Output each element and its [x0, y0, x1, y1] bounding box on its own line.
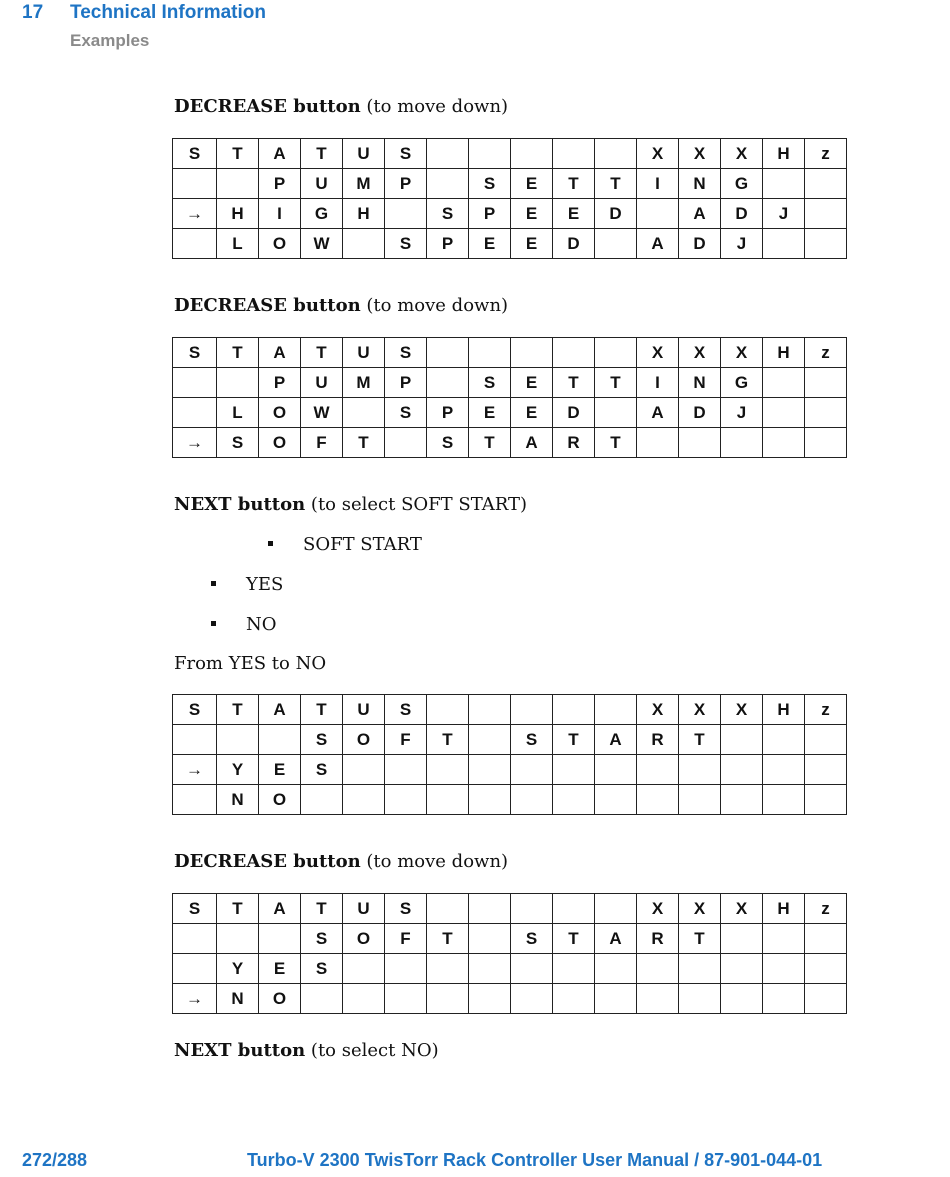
bullet-no: NO: [211, 614, 277, 635]
lcd-cell: →: [173, 984, 217, 1014]
lcd-cell: S: [385, 894, 427, 924]
lcd-cell: T: [343, 428, 385, 458]
lcd-cell: [763, 428, 805, 458]
lcd-cell: [805, 199, 847, 229]
lcd-cell: P: [385, 169, 427, 199]
lcd-cell: [511, 139, 553, 169]
lcd-cell: S: [173, 338, 217, 368]
lcd-cell: [173, 169, 217, 199]
lcd-cell: [721, 984, 763, 1014]
lcd-cell: S: [427, 428, 469, 458]
lcd-cell: N: [217, 785, 259, 815]
lcd-cell: S: [385, 695, 427, 725]
lcd-cell: [343, 755, 385, 785]
lcd-cell: T: [469, 428, 511, 458]
lcd-cell: [763, 229, 805, 259]
lcd-cell: [427, 755, 469, 785]
lcd-cell: →: [173, 755, 217, 785]
lcd-cell: [805, 785, 847, 815]
lcd-cell: G: [721, 169, 763, 199]
lcd-cell: P: [427, 398, 469, 428]
lcd-cell: D: [553, 398, 595, 428]
lcd-cell: T: [595, 428, 637, 458]
lcd-cell: [721, 785, 763, 815]
lcd-cell: F: [301, 428, 343, 458]
lcd-cell: H: [343, 199, 385, 229]
lcd-cell: X: [721, 338, 763, 368]
lcd-cell: [721, 725, 763, 755]
lcd-cell: P: [427, 229, 469, 259]
lcd-cell: [805, 924, 847, 954]
lcd-cell: A: [637, 398, 679, 428]
lcd-cell: Y: [217, 954, 259, 984]
lcd-cell: S: [301, 954, 343, 984]
lcd-cell: A: [595, 725, 637, 755]
lcd-row: [173, 755, 847, 785]
lcd-cell: X: [637, 139, 679, 169]
lcd-cell: R: [553, 428, 595, 458]
lcd-cell: [343, 984, 385, 1014]
lcd-cell: [763, 725, 805, 755]
lcd-cell: U: [343, 894, 385, 924]
lcd-cell: [173, 229, 217, 259]
lcd-cell: [595, 894, 637, 924]
lcd-cell: z: [805, 894, 847, 924]
lcd-cell: S: [469, 169, 511, 199]
lcd-cell: S: [173, 139, 217, 169]
lcd-cell: [343, 954, 385, 984]
lcd-cell: D: [721, 199, 763, 229]
lcd-cell: [721, 954, 763, 984]
lcd-cell: X: [679, 139, 721, 169]
lcd-cell: [763, 398, 805, 428]
lcd-cell: I: [637, 368, 679, 398]
lcd-cell: F: [385, 924, 427, 954]
lcd-cell: D: [553, 229, 595, 259]
lcd-cell: T: [427, 924, 469, 954]
lcd-cell: F: [385, 725, 427, 755]
lcd-row: [173, 169, 847, 199]
lcd-cell: T: [217, 894, 259, 924]
lcd-cell: [173, 398, 217, 428]
lcd-cell: [637, 984, 679, 1014]
lcd-cell: A: [637, 229, 679, 259]
lcd-cell: [595, 139, 637, 169]
caption-2: DECREASE button (to move down): [174, 295, 509, 316]
lcd-cell: [595, 229, 637, 259]
lcd-cell: T: [679, 725, 721, 755]
lcd-cell: z: [805, 338, 847, 368]
lcd-cell: [217, 368, 259, 398]
lcd-cell: E: [469, 398, 511, 428]
lcd-cell: O: [259, 984, 301, 1014]
lcd-cell: E: [259, 954, 301, 984]
lcd-cell: H: [763, 894, 805, 924]
caption-4: DECREASE button (to move down): [174, 851, 509, 872]
lcd-cell: [385, 984, 427, 1014]
lcd-cell: [469, 695, 511, 725]
lcd-cell: X: [637, 894, 679, 924]
lcd-cell: E: [511, 169, 553, 199]
lcd-cell: T: [553, 368, 595, 398]
lcd-cell: T: [553, 725, 595, 755]
lcd-cell: S: [301, 755, 343, 785]
lcd-cell: U: [343, 139, 385, 169]
lcd-cell: [595, 954, 637, 984]
lcd-cell: [469, 725, 511, 755]
lcd-cell: [721, 428, 763, 458]
lcd-cell: [763, 924, 805, 954]
lcd-cell: A: [259, 338, 301, 368]
lcd-cell: R: [637, 725, 679, 755]
lcd-cell: S: [301, 924, 343, 954]
lcd-row: [173, 428, 847, 458]
lcd-cell: [173, 368, 217, 398]
lcd-cell: N: [679, 169, 721, 199]
lcd-cell: E: [553, 199, 595, 229]
lcd-cell: O: [343, 924, 385, 954]
lcd-row: [173, 695, 847, 725]
lcd-cell: S: [173, 894, 217, 924]
lcd-cell: [595, 755, 637, 785]
lcd-cell: [595, 984, 637, 1014]
lcd-row: [173, 229, 847, 259]
lcd-cell: X: [637, 338, 679, 368]
lcd-cell: G: [721, 368, 763, 398]
lcd-cell: U: [301, 368, 343, 398]
lcd-cell: [173, 954, 217, 984]
lcd-cell: [427, 954, 469, 984]
manual-title: Turbo-V 2300 TwisTorr Rack Controller User Manual / 87-901-044-01: [247, 1150, 823, 1170]
lcd-row: [173, 984, 847, 1014]
lcd-cell: [763, 755, 805, 785]
lcd-cell: J: [763, 199, 805, 229]
lcd-cell: T: [301, 894, 343, 924]
lcd-cell: P: [385, 368, 427, 398]
lcd-cell: D: [679, 229, 721, 259]
lcd-table-1: [172, 138, 847, 259]
page-number: 272/288: [22, 1150, 88, 1170]
lcd-cell: X: [679, 695, 721, 725]
lcd-cell: S: [427, 199, 469, 229]
page-header: [22, 2, 267, 50]
lcd-cell: [427, 368, 469, 398]
lcd-cell: [679, 984, 721, 1014]
lcd-cell: M: [343, 169, 385, 199]
lcd-cell: A: [259, 695, 301, 725]
lcd-cell: H: [217, 199, 259, 229]
lcd-cell: S: [173, 695, 217, 725]
lcd-cell: [637, 428, 679, 458]
lcd-cell: [511, 954, 553, 984]
lcd-cell: R: [637, 924, 679, 954]
lcd-cell: I: [259, 199, 301, 229]
lcd-cell: O: [259, 398, 301, 428]
lcd-cell: [553, 338, 595, 368]
lcd-cell: [553, 695, 595, 725]
lcd-cell: [259, 725, 301, 755]
lcd-cell: [637, 954, 679, 984]
lcd-cell: [427, 338, 469, 368]
lcd-cell: X: [721, 695, 763, 725]
lcd-cell: W: [301, 229, 343, 259]
lcd-cell: L: [217, 229, 259, 259]
lcd-cell: T: [553, 924, 595, 954]
lcd-cell: [721, 924, 763, 954]
lcd-cell: O: [259, 785, 301, 815]
lcd-cell: T: [553, 169, 595, 199]
lcd-cell: [217, 169, 259, 199]
lcd-cell: X: [721, 139, 763, 169]
lcd-cell: T: [217, 338, 259, 368]
lcd-cell: [679, 785, 721, 815]
lcd-cell: [511, 785, 553, 815]
lcd-cell: X: [679, 894, 721, 924]
lcd-table-3: [172, 694, 847, 815]
lcd-cell: U: [343, 338, 385, 368]
lcd-cell: [469, 755, 511, 785]
lcd-cell: →: [173, 199, 217, 229]
lcd-row: [173, 398, 847, 428]
lcd-cell: O: [343, 725, 385, 755]
lcd-cell: [553, 755, 595, 785]
lcd-row: [173, 785, 847, 815]
lcd-cell: [763, 785, 805, 815]
lcd-cell: S: [385, 338, 427, 368]
lcd-cell: X: [637, 695, 679, 725]
lcd-row: [173, 368, 847, 398]
lcd-cell: [805, 725, 847, 755]
lcd-table-4: [172, 893, 847, 1014]
lcd-cell: U: [343, 695, 385, 725]
lcd-cell: [721, 755, 763, 785]
lcd-cell: [511, 894, 553, 924]
lcd-cell: [427, 785, 469, 815]
lcd-cell: [805, 428, 847, 458]
lcd-cell: [343, 229, 385, 259]
lcd-cell: A: [679, 199, 721, 229]
lcd-cell: E: [511, 229, 553, 259]
lcd-cell: [173, 924, 217, 954]
lcd-cell: [427, 894, 469, 924]
lcd-cell: I: [637, 169, 679, 199]
lcd-cell: [553, 984, 595, 1014]
lcd-cell: A: [259, 894, 301, 924]
caption-final: NEXT button (to select NO): [174, 1040, 439, 1061]
lcd-cell: [469, 984, 511, 1014]
lcd-cell: P: [469, 199, 511, 229]
lcd-cell: S: [511, 725, 553, 755]
lcd-cell: [511, 695, 553, 725]
lcd-cell: [259, 924, 301, 954]
lcd-cell: [427, 139, 469, 169]
lcd-cell: A: [259, 139, 301, 169]
lcd-cell: E: [259, 755, 301, 785]
lcd-cell: [637, 199, 679, 229]
chapter-title: Technical Information: [70, 2, 267, 23]
lcd-cell: [553, 139, 595, 169]
lcd-cell: T: [595, 169, 637, 199]
lcd-cell: X: [721, 894, 763, 924]
lcd-cell: [637, 755, 679, 785]
lcd-cell: [595, 398, 637, 428]
lcd-cell: [469, 924, 511, 954]
lcd-cell: [173, 725, 217, 755]
lcd-cell: [511, 984, 553, 1014]
lcd-cell: [217, 924, 259, 954]
lcd-cell: [217, 725, 259, 755]
lcd-row: [173, 139, 847, 169]
lcd-cell: T: [301, 338, 343, 368]
lcd-cell: S: [385, 398, 427, 428]
lcd-cell: A: [595, 924, 637, 954]
lcd-cell: z: [805, 695, 847, 725]
lcd-cell: [805, 368, 847, 398]
lcd-row: [173, 199, 847, 229]
lcd-cell: [385, 755, 427, 785]
from-text: From YES to NO: [174, 653, 327, 674]
lcd-cell: S: [511, 924, 553, 954]
lcd-cell: E: [469, 229, 511, 259]
lcd-cell: [805, 984, 847, 1014]
lcd-cell: E: [511, 368, 553, 398]
lcd-cell: [553, 954, 595, 984]
lcd-cell: [805, 169, 847, 199]
lcd-cell: A: [511, 428, 553, 458]
lcd-cell: E: [511, 398, 553, 428]
lcd-cell: z: [805, 139, 847, 169]
lcd-cell: [173, 785, 217, 815]
lcd-cell: E: [511, 199, 553, 229]
lcd-cell: P: [259, 169, 301, 199]
lcd-cell: [469, 894, 511, 924]
lcd-cell: J: [721, 398, 763, 428]
lcd-cell: [469, 954, 511, 984]
lcd-cell: [805, 954, 847, 984]
lcd-table-2: [172, 337, 847, 458]
lcd-cell: [805, 229, 847, 259]
lcd-cell: T: [427, 725, 469, 755]
lcd-cell: [637, 785, 679, 815]
lcd-cell: [805, 755, 847, 785]
lcd-cell: →: [173, 428, 217, 458]
lcd-cell: D: [679, 398, 721, 428]
lcd-cell: [553, 894, 595, 924]
lcd-row: [173, 924, 847, 954]
lcd-cell: [679, 954, 721, 984]
lcd-cell: M: [343, 368, 385, 398]
lcd-row: [173, 725, 847, 755]
lcd-cell: T: [679, 924, 721, 954]
lcd-cell: W: [301, 398, 343, 428]
lcd-cell: H: [763, 695, 805, 725]
lcd-cell: D: [595, 199, 637, 229]
lcd-cell: [763, 984, 805, 1014]
caption-3: NEXT button (to select SOFT START): [174, 494, 527, 515]
lcd-cell: T: [301, 139, 343, 169]
lcd-cell: [763, 954, 805, 984]
lcd-cell: [301, 785, 343, 815]
lcd-cell: S: [301, 725, 343, 755]
caption-1: DECREASE button (to move down): [174, 96, 509, 117]
lcd-cell: P: [259, 368, 301, 398]
lcd-cell: [595, 338, 637, 368]
lcd-cell: H: [763, 139, 805, 169]
lcd-cell: T: [595, 368, 637, 398]
lcd-cell: G: [301, 199, 343, 229]
lcd-cell: [427, 984, 469, 1014]
lcd-cell: [343, 398, 385, 428]
lcd-cell: [385, 428, 427, 458]
lcd-cell: S: [385, 229, 427, 259]
lcd-cell: [343, 785, 385, 815]
lcd-cell: [469, 139, 511, 169]
lcd-cell: O: [259, 229, 301, 259]
lcd-cell: X: [679, 338, 721, 368]
lcd-cell: [385, 785, 427, 815]
lcd-row: [173, 338, 847, 368]
lcd-cell: S: [385, 139, 427, 169]
bullet-yes: YES: [211, 574, 283, 595]
lcd-cell: [469, 338, 511, 368]
lcd-row: [173, 894, 847, 924]
lcd-cell: S: [217, 428, 259, 458]
lcd-cell: [427, 169, 469, 199]
lcd-cell: [679, 428, 721, 458]
lcd-cell: [595, 785, 637, 815]
lcd-cell: [427, 695, 469, 725]
lcd-cell: T: [217, 695, 259, 725]
lcd-cell: Y: [217, 755, 259, 785]
lcd-cell: [553, 785, 595, 815]
lcd-cell: J: [721, 229, 763, 259]
lcd-cell: [763, 368, 805, 398]
bullet-soft-start: SOFT START: [268, 534, 422, 555]
lcd-cell: N: [679, 368, 721, 398]
chapter-number: 17: [22, 2, 44, 23]
lcd-cell: [385, 954, 427, 984]
lcd-cell: T: [217, 139, 259, 169]
section-title: Examples: [70, 31, 150, 50]
lcd-cell: [301, 984, 343, 1014]
lcd-cell: N: [217, 984, 259, 1014]
lcd-cell: [595, 695, 637, 725]
lcd-cell: [511, 755, 553, 785]
lcd-cell: T: [301, 695, 343, 725]
lcd-cell: [679, 755, 721, 785]
lcd-cell: [385, 199, 427, 229]
lcd-cell: [763, 169, 805, 199]
lcd-cell: H: [763, 338, 805, 368]
lcd-cell: [511, 338, 553, 368]
lcd-cell: O: [259, 428, 301, 458]
lcd-cell: L: [217, 398, 259, 428]
lcd-cell: U: [301, 169, 343, 199]
lcd-cell: [469, 785, 511, 815]
lcd-cell: S: [469, 368, 511, 398]
lcd-cell: [805, 398, 847, 428]
lcd-row: [173, 954, 847, 984]
